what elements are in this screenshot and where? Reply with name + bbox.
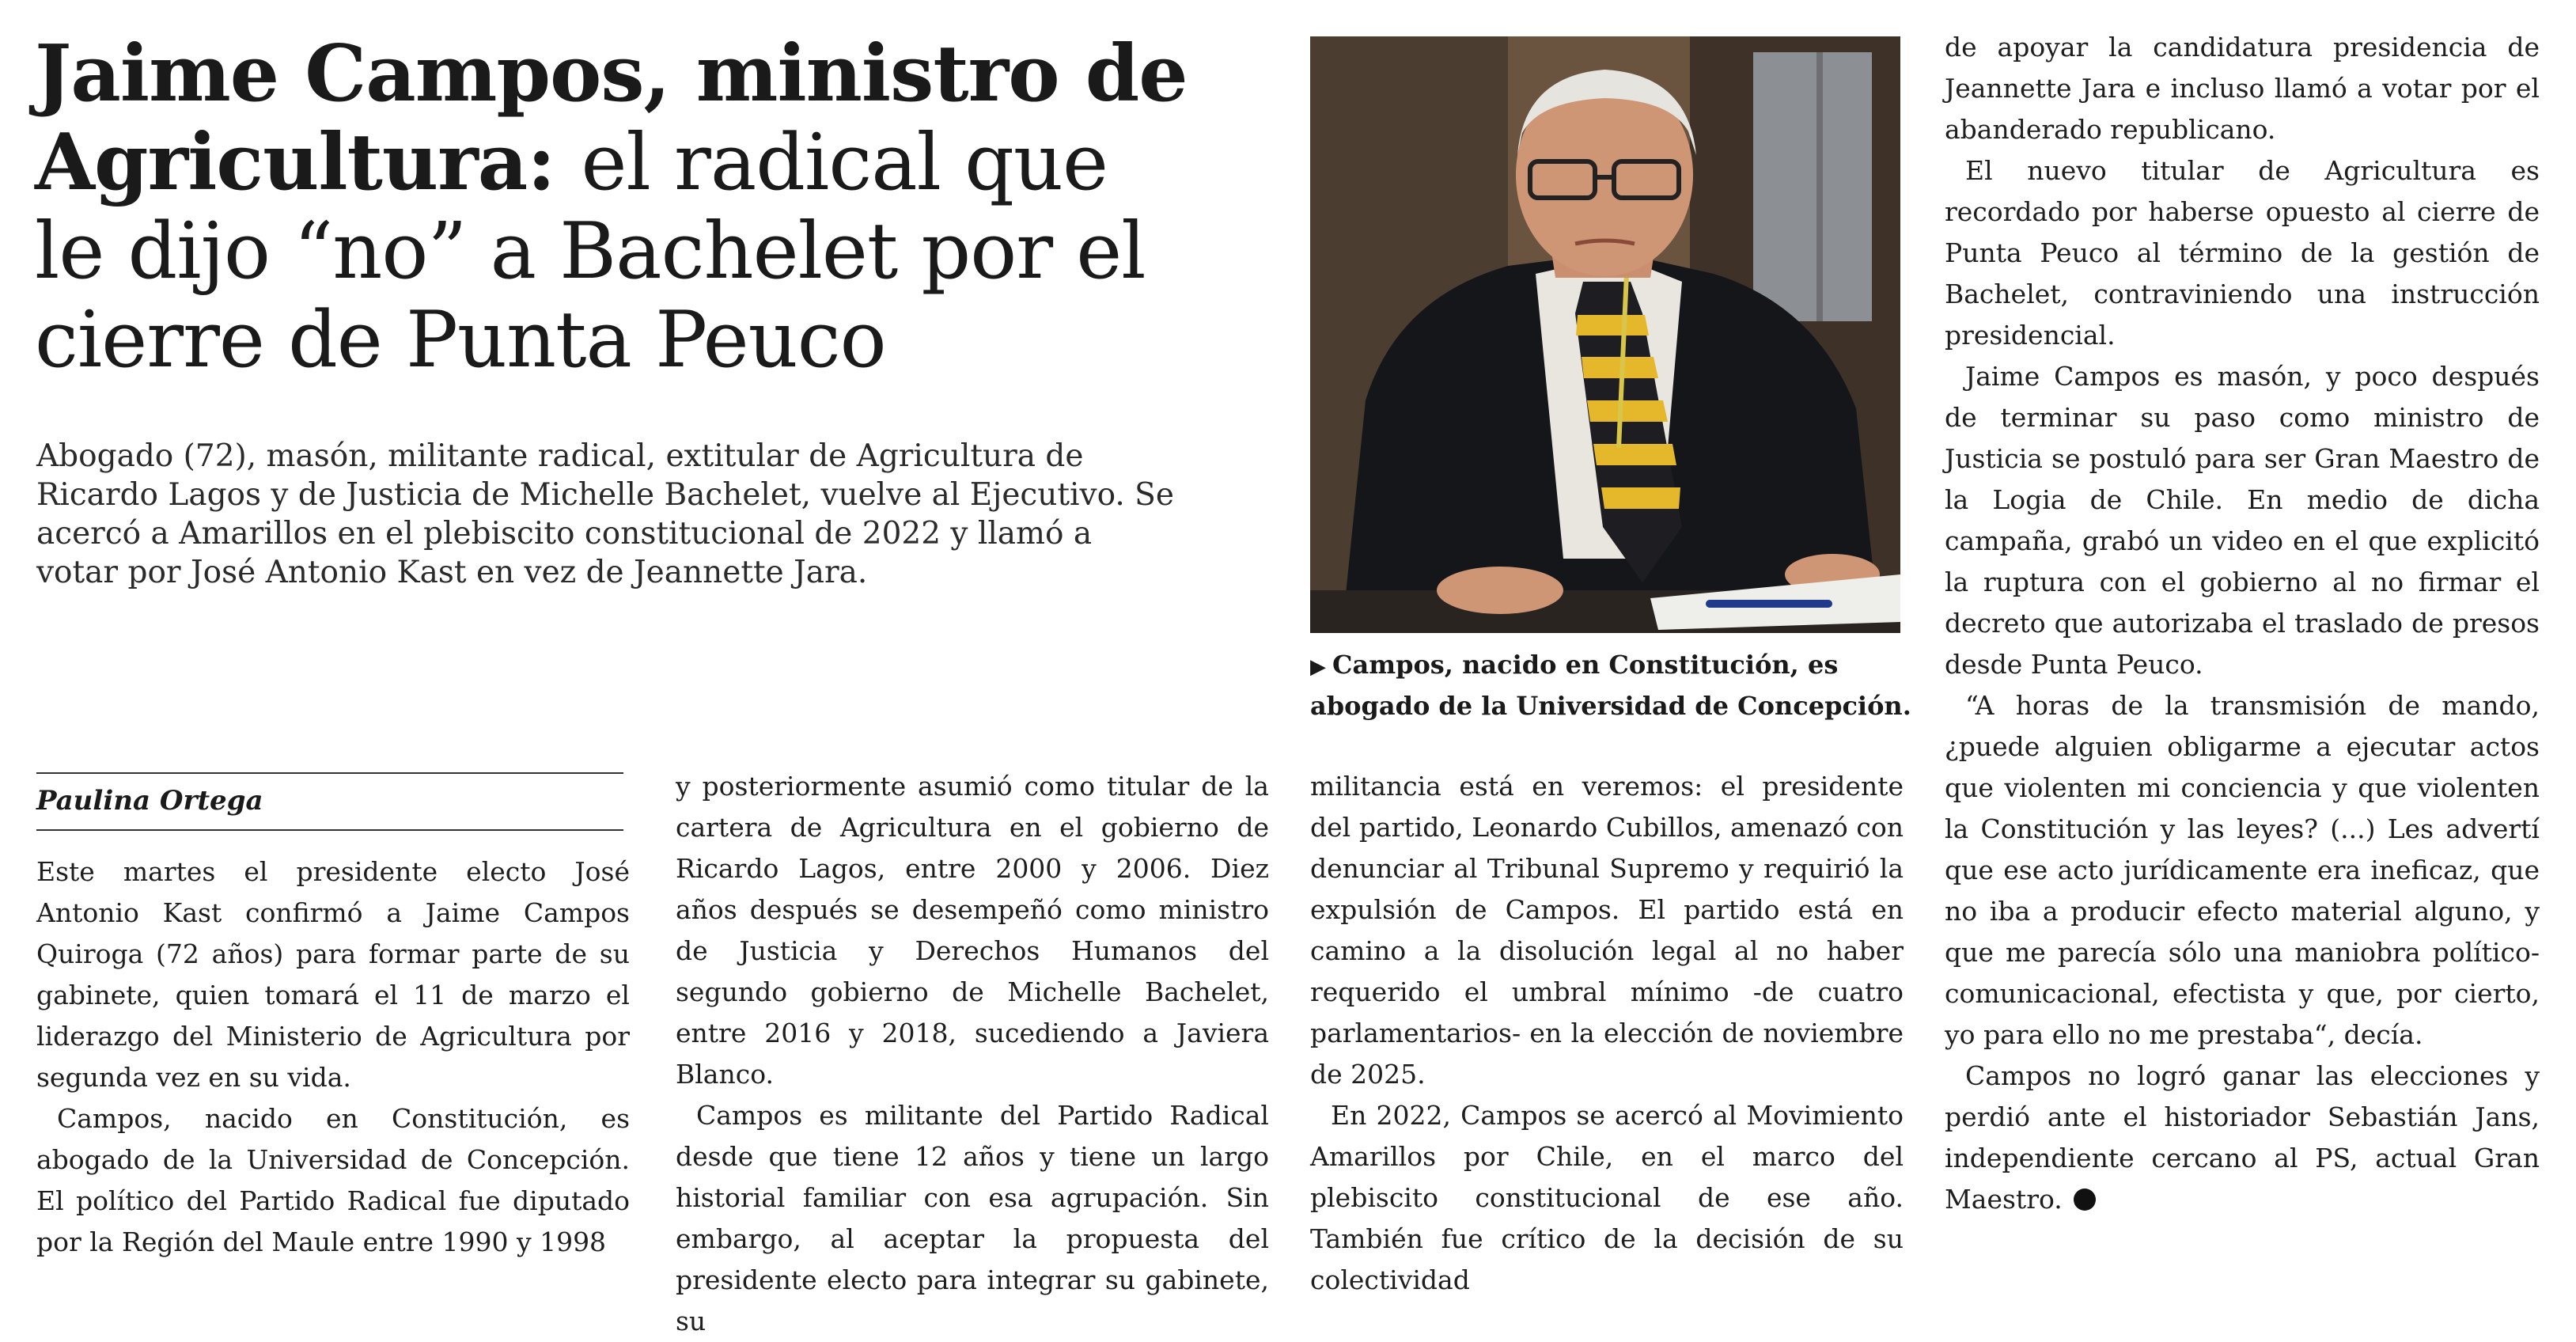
byline-rule-top [36, 772, 623, 774]
col4-paragraph: “A horas de la transmisión de mando, ¿puede alguien obligarme a ejecutar actos que violenten mi conciencia y que violenten la Constitución y las leyes? (...) Les advertí que ese acto jurídicamente era ineficaz, que no iba a producir efecto material alguno, y que me parecía sólo una maniobra político-comunicacional, efectista y que, por cierto, yo para ello no me prestaba“, decía. [1945, 690, 2540, 1050]
col2-paragraph: y posteriormente asumió como titular de la cartera de Agricultura en el gobierno de Ricardo Lagos, entre 2000 y 2006. Diez años después se desempeñó como ministro de Justicia y Derechos Humanos del segundo gobierno de Michelle Bachelet, entre 2016 y 2018, sucediendo a Javiera Blanco. [676, 771, 1269, 1090]
portrait-photo [1310, 36, 1900, 633]
body-column-2 [676, 766, 1269, 1342]
body-column-1 [36, 851, 630, 1263]
col4-paragraph: Jaime Campos es masón, y poco después de terminar su paso como ministro de Justicia se postuló para ser Gran Maestro de la Logia de Chile. En medio de dicha campaña, grabó un video en el que explicitó la ruptura con el gobierno al no firmar el decreto que autorizaba el traslado de presos desde Punta Peuco. [1945, 361, 2540, 680]
col3-paragraph: En 2022, Campos se acercó al Movimiento Amarillos por Chile, en el marco del plebiscito constitucional de ese año. También fue crítico de la decisión de su colectividad [1310, 1100, 1904, 1295]
col2-paragraph: Campos es militante del Partido Radical desde que tiene 12 años y tiene un largo historial familiar con esa agrupación. Sin embargo, al aceptar la propuesta del presidente electo para integrar su gabinete, su [676, 1100, 1269, 1336]
col3-paragraph: militancia está en veremos: el presidente del partido, Leonardo Cubillos, amenazó con denunciar al Tribunal Supremo y requirió la expulsión de Campos. El partido está en camino a la disolución legal al no haber requerido el umbral mínimo -de cuatro parlamentarios- en la elección de noviembre de 2025. [1310, 771, 1904, 1090]
col4-paragraph: de apoyar la candidatura presidencia de Jeannette Jara e incluso llamó a votar por el abanderado republicano. [1945, 32, 2540, 145]
caption-text: Campos, nacido en Constitución, es abogado de la Universidad de Concepción. [1310, 650, 1911, 721]
headline-bold: Jaime Campos, ministro de Agricultura: [35, 28, 1188, 208]
standfirst: Abogado (72), masón, militante radical, extitular de Agricultura de Ricardo Lagos y de Justicia de Michelle Bachelet, vuelve al Ejecutivo. Se acercó a Amarillos en el plebiscito constitucional de 2022 y llamó a votar por José Antonio Kast en vez de Jeannette Jara. [36, 438, 1174, 590]
byline-rule-bottom [36, 829, 623, 831]
col1-paragraph: Campos, nacido en Constitución, es abogado de la Universidad de Concepción. El político del Partido Radical fue diputado por la Región del Maule entre 1990 y 1998 [36, 1103, 630, 1257]
byline: Paulina Ortega [36, 785, 263, 817]
col4-paragraph-text: Campos no logró ganar las elecciones y perdió ante el historiador Sebastián Jans, independiente cercano al PS, actual Gran Maestro. [1945, 1060, 2540, 1215]
end-of-article-icon [2074, 1188, 2096, 1211]
headline-light: el radical que le dijo “no” a Bachelet por el cierre de Punta Peuco [35, 118, 1146, 385]
body-column-3 [1310, 766, 1904, 1301]
body-column-4 [1945, 27, 2540, 1220]
photo-caption [1310, 646, 1911, 726]
headline [35, 30, 1198, 385]
col1-paragraph: Este martes el presidente electo José Antonio Kast confirmó a Jaime Campos Quiroga (72 años) para formar parte de su gabinete, quien tomará el 11 de marzo el liderazgo del Ministerio de Agricultura por segunda vez en su vida. [36, 856, 630, 1093]
col4-paragraph: El nuevo titular de Agricultura es recordado por haberse opuesto al cierre de Punta Peuco al término de la gestión de Bachelet, contraviniendo una instrucción presidencial. [1945, 155, 2540, 351]
col4-last-paragraph [1945, 1056, 2540, 1220]
caption-marker-icon: ▶ [1310, 655, 1326, 679]
